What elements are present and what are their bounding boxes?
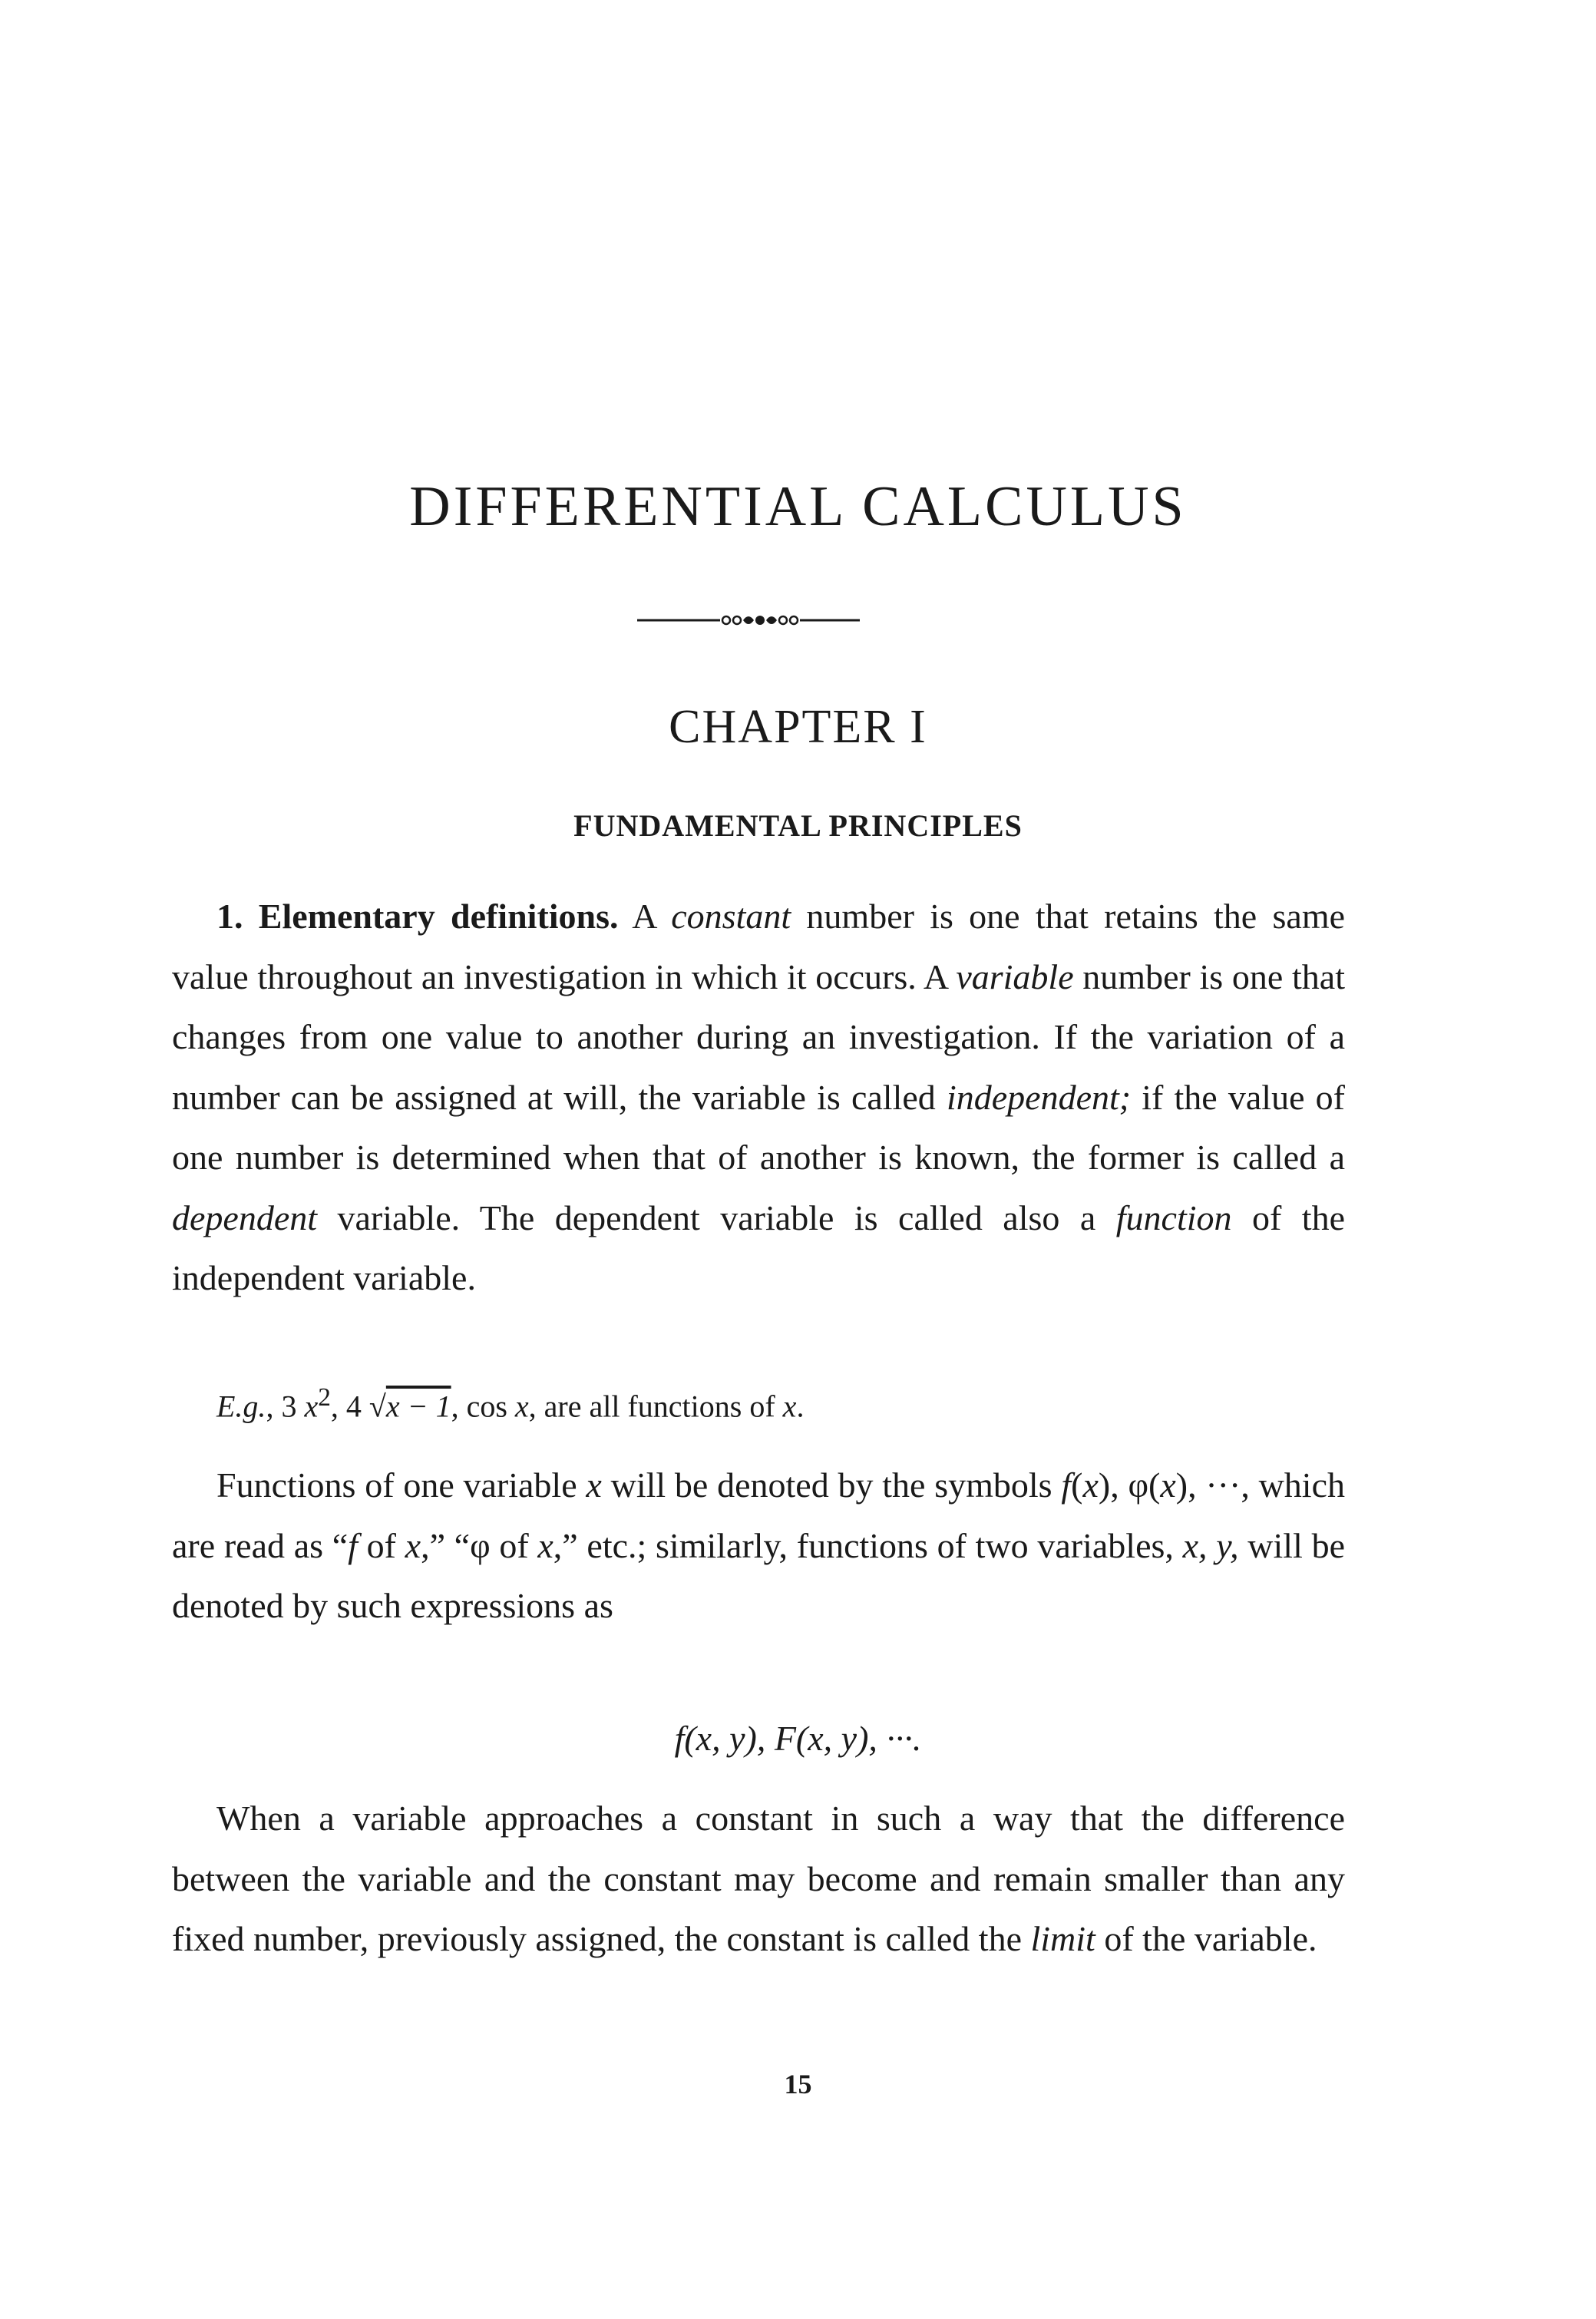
math-radicand: x − 1: [385, 1389, 451, 1424]
math-var: f: [1061, 1465, 1072, 1505]
term-independent: independent;: [946, 1077, 1132, 1117]
math-var: x: [514, 1389, 529, 1424]
example-line: [216, 1383, 804, 1424]
math-var: x: [405, 1525, 421, 1565]
math-var: x: [1160, 1465, 1176, 1505]
term-limit: limit: [1030, 1919, 1095, 1958]
text-run: , 3: [266, 1389, 305, 1424]
book-title: DIFFERENTIAL CALCULUS: [409, 475, 1187, 538]
text-run: number is one that retains the same value throughout an investigation in which it occurs. A: [172, 897, 1346, 996]
term-constant: constant: [671, 897, 791, 936]
display-equation: f(x, y), F(x, y), ···.: [674, 1719, 922, 1758]
term-dependent: dependent: [172, 1197, 318, 1237]
text-run: will be denoted by the symbols: [601, 1465, 1062, 1505]
text-run: ), φ(: [1098, 1465, 1161, 1505]
math-var: f: [348, 1525, 358, 1565]
text-run: of: [357, 1525, 405, 1565]
text-run: ,” etc.; similarly, functions of two variables,: [553, 1525, 1183, 1565]
text-run: if the value of one number is determined when that of another is known, the former is called a: [172, 1077, 1345, 1177]
term-variable: variable: [956, 956, 1074, 996]
math-var: x: [586, 1465, 602, 1505]
example-abbrev: E.g.: [216, 1389, 266, 1424]
text-run: A: [632, 897, 672, 936]
term-function: function: [1115, 1197, 1232, 1237]
text-run: ,” “φ of: [421, 1525, 538, 1565]
text-run: of the independent variable.: [172, 1197, 1346, 1297]
chapter-title: FUNDAMENTAL PRINCIPLES: [573, 808, 1023, 843]
text-run: number is one that changes from one value to another during an investigation. If the variation of a number can be assigned at will, the variable is called: [172, 956, 1345, 1117]
math-var: x: [1082, 1465, 1099, 1505]
text-run: , are all functions of: [528, 1389, 783, 1424]
ornament-divider-icon: [637, 610, 860, 630]
page-number: 15: [784, 2069, 812, 2099]
math-exponent: 2: [318, 1383, 331, 1412]
section-title: Elementary definitions.: [258, 897, 619, 936]
math-var: x: [537, 1525, 553, 1565]
text-run: ), ···, which are read as “: [172, 1465, 1346, 1565]
paragraph-function-notation: [172, 1455, 1345, 1637]
text-run: , cos: [451, 1389, 515, 1424]
text-run: of the variable.: [1095, 1919, 1317, 1958]
section-number: 1.: [216, 897, 243, 936]
math-var: x: [782, 1389, 797, 1424]
text-run: (: [1071, 1465, 1083, 1505]
text-run: Functions of one variable: [216, 1465, 587, 1505]
text-run: will be denoted by such expressions as: [172, 1525, 1345, 1625]
chapter-heading: CHAPTER I: [669, 701, 927, 753]
text-run: variable. The dependent variable is called also a: [317, 1197, 1116, 1237]
text-run: .: [796, 1389, 805, 1424]
math-vars: x, y,: [1182, 1525, 1239, 1565]
text-run: , 4 √: [330, 1389, 386, 1424]
paragraph-definitions: [172, 887, 1345, 1309]
math-var: x: [304, 1389, 319, 1424]
paragraph-limit: [172, 1789, 1345, 1970]
text-run: When a variable approaches a constant in such a way that the difference between the variable and the constant may become and remain smaller than any fixed number, previously assigned, the constant is called the: [172, 1799, 1345, 1958]
